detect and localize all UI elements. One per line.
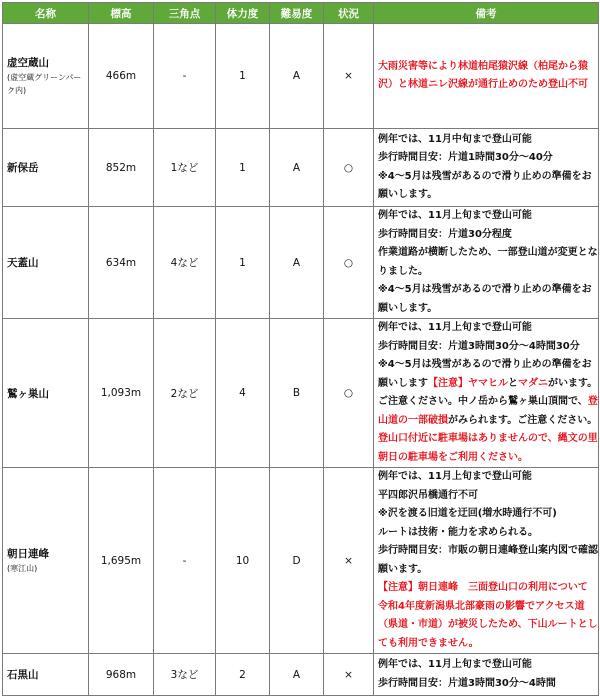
notes-text: がみられます。ご注意ください。	[448, 414, 598, 426]
stamina-cell: 2	[216, 654, 270, 696]
notes-line	[378, 319, 594, 338]
notes-line	[378, 487, 594, 506]
notes-text: がいます。	[548, 377, 598, 389]
notes-text: と	[508, 377, 518, 389]
notes-line	[378, 656, 594, 675]
table-row	[3, 654, 599, 696]
triangulation-cell: -	[154, 24, 216, 129]
notes-warning-text: 令和4年度新潟県北部豪雨の影響でアクセス道	[378, 600, 585, 612]
notes-text: ご注意ください。中ノ岳から鷲ヶ巣山頂間で、	[378, 396, 588, 407]
notes-cell	[374, 207, 599, 319]
notes-line	[378, 338, 594, 357]
notes-line	[378, 186, 594, 205]
notes-line	[378, 76, 594, 95]
notes-line	[378, 300, 594, 319]
elevation-cell: 968m	[89, 654, 154, 696]
mountain-name: 天蓋山	[7, 257, 39, 269]
table-row	[3, 319, 599, 468]
notes-line	[378, 505, 594, 524]
notes-line	[378, 263, 594, 282]
stamina-cell: 1	[216, 129, 270, 207]
stamina-cell: 1	[216, 207, 270, 319]
triangulation-cell: 4など	[154, 207, 216, 319]
status-cell: ○	[324, 207, 374, 319]
notes-line	[378, 598, 594, 617]
notes-warning-text: ても利用できません。	[378, 637, 479, 649]
notes-warning-text: マダニ	[518, 377, 548, 389]
mountain-name: 鷲ヶ巣山	[7, 387, 49, 400]
stamina-cell: 10	[216, 468, 270, 654]
mountain-name-cell	[3, 319, 89, 468]
notes-warning-text: 登山口付近に駐車場はありませんので、縄文の里	[378, 433, 598, 444]
notes-line	[378, 616, 598, 635]
notes-cell	[374, 654, 599, 696]
notes-line	[378, 430, 598, 449]
notes-text: ルートは技術・能力を求められる。	[378, 526, 538, 538]
notes-text: 歩行時間目安：片道30分程度	[378, 228, 512, 240]
notes-line	[378, 412, 598, 431]
notes-text: 歩行時間目安：片道3時間30分～4時間	[378, 677, 556, 689]
notes-text: 願いします	[378, 377, 428, 389]
difficulty-cell: A	[270, 654, 324, 696]
notes-text: 歩行時間目安：片道1時間30分～40分	[378, 152, 553, 163]
header-status: 状況	[324, 3, 374, 24]
stamina-cell: 4	[216, 319, 270, 468]
notes-line	[378, 226, 594, 245]
table-row	[3, 468, 599, 654]
notes-warning-text: 【注意】ヤマヒル	[428, 377, 508, 389]
elevation-cell: 634m	[89, 207, 154, 319]
notes-line	[378, 579, 594, 598]
notes-warning-text: 沢）と林道ニレ沢線が通行止めのため登山不可	[378, 79, 588, 90]
notes-text: 願いします。	[378, 302, 438, 314]
table-row	[3, 24, 599, 129]
elevation-cell: 466m	[89, 24, 154, 129]
header-notes: 備考	[374, 3, 599, 24]
notes-cell	[374, 468, 599, 654]
notes-line	[378, 207, 594, 226]
notes-warning-text: 【注意】朝日連峰 三面登山口の利用について	[378, 582, 588, 593]
notes-text: 例年では、11月上旬まで登山可能	[378, 210, 532, 221]
notes-text: 例年では、11月上旬まで登山可能	[378, 322, 532, 333]
mountain-sub-name: (虚空蔵グリーンパーク内)	[7, 73, 82, 95]
table-row	[3, 207, 599, 319]
mountain-name: 朝日連峰	[7, 548, 49, 560]
mountain-name-cell	[3, 129, 89, 207]
notes-line	[378, 542, 598, 561]
notes-line	[378, 149, 594, 168]
notes-line	[378, 244, 598, 263]
status-cell: ○	[324, 129, 374, 207]
stamina-cell: 1	[216, 24, 270, 129]
mountain-name-cell	[3, 654, 89, 696]
header-stamina: 体力度	[216, 3, 270, 24]
notes-line	[378, 131, 594, 150]
notes-text: 歩行時間目安：市販の朝日連峰登山案内図で確認	[378, 545, 598, 556]
notes-cell	[374, 129, 599, 207]
elevation-cell: 852m	[89, 129, 154, 207]
notes-line	[378, 675, 594, 694]
notes-text: りました。	[378, 265, 428, 277]
notes-text: 歩行時間目安：片道3時間30分～4時間30分	[378, 340, 580, 352]
mountain-name-cell	[3, 24, 89, 129]
difficulty-cell: D	[270, 468, 324, 654]
notes-cell	[374, 319, 599, 468]
status-cell: ○	[324, 319, 374, 468]
notes-warning-text: 大雨災害等により林道柏尾猿沢線（柏尾から猿	[378, 60, 588, 72]
notes-line	[378, 524, 594, 543]
notes-text: 例年では、11月上旬まで登山可能	[378, 471, 532, 482]
mountain-status-table	[2, 2, 599, 696]
mountain-name: 石黒山	[7, 669, 39, 681]
notes-warning-text: （県道・市道）が被災したため、下山ルートとし	[378, 619, 598, 630]
notes-line	[378, 393, 598, 412]
notes-text: 作業道路が横断したため、一部登山道が変更とな	[378, 247, 598, 258]
notes-text: 平四郎沢吊橋通行不可	[378, 489, 478, 501]
difficulty-cell: A	[270, 207, 324, 319]
notes-line	[378, 58, 594, 77]
elevation-cell: 1,093m	[89, 319, 154, 468]
notes-line	[378, 468, 594, 487]
notes-line	[378, 561, 594, 580]
mountain-sub-name: (寒江山)	[7, 564, 38, 573]
status-cell: ×	[324, 654, 374, 696]
header-name: 名称	[3, 3, 89, 24]
difficulty-cell: B	[270, 319, 324, 468]
triangulation-cell: 3など	[154, 654, 216, 696]
notes-line	[378, 281, 594, 300]
notes-cell	[374, 24, 599, 129]
elevation-cell: 1,695m	[89, 468, 154, 654]
notes-line	[378, 356, 594, 375]
status-cell: ×	[324, 24, 374, 129]
triangulation-cell: -	[154, 468, 216, 654]
notes-warning-text: 朝日の駐車場をご利用ください。	[378, 451, 528, 463]
mountain-name-cell	[3, 207, 89, 319]
notes-text: ※4～5月は残雪があるので滑り止めの準備をお	[378, 359, 592, 370]
triangulation-cell: 2など	[154, 319, 216, 468]
header-triangulation: 三角点	[154, 3, 216, 24]
mountain-name-cell	[3, 468, 89, 654]
notes-line	[378, 635, 594, 654]
mountain-name: 新保岳	[7, 162, 39, 174]
table-row	[3, 129, 599, 207]
notes-text: ※4～5月は残雪があるので滑り止めの準備をお	[378, 170, 592, 182]
difficulty-cell: A	[270, 24, 324, 129]
status-cell: ×	[324, 468, 374, 654]
notes-warning-text: 登	[587, 396, 598, 407]
table-header-row	[3, 3, 599, 24]
difficulty-cell: A	[270, 129, 324, 207]
notes-warning-text: 山道の一部破損	[378, 414, 448, 426]
notes-text: ※4～5月は残雪があるので滑り止めの準備をお	[378, 284, 592, 295]
notes-text: 例年では、11月中旬まで登山可能	[378, 133, 532, 145]
notes-text: ※沢を渡る旧道を迂回(増水時通行不可)	[378, 508, 557, 519]
notes-text: 願います。	[378, 563, 428, 575]
notes-text: 願いします。	[378, 189, 438, 200]
notes-line	[378, 375, 598, 394]
notes-line	[378, 449, 594, 468]
notes-text: 例年では、11月上旬まで登山可能	[378, 659, 532, 670]
header-elevation: 標高	[89, 3, 154, 24]
header-difficulty: 難易度	[270, 3, 324, 24]
triangulation-cell: 1など	[154, 129, 216, 207]
notes-line	[378, 168, 594, 187]
mountain-name: 虚空蔵山	[7, 57, 49, 69]
